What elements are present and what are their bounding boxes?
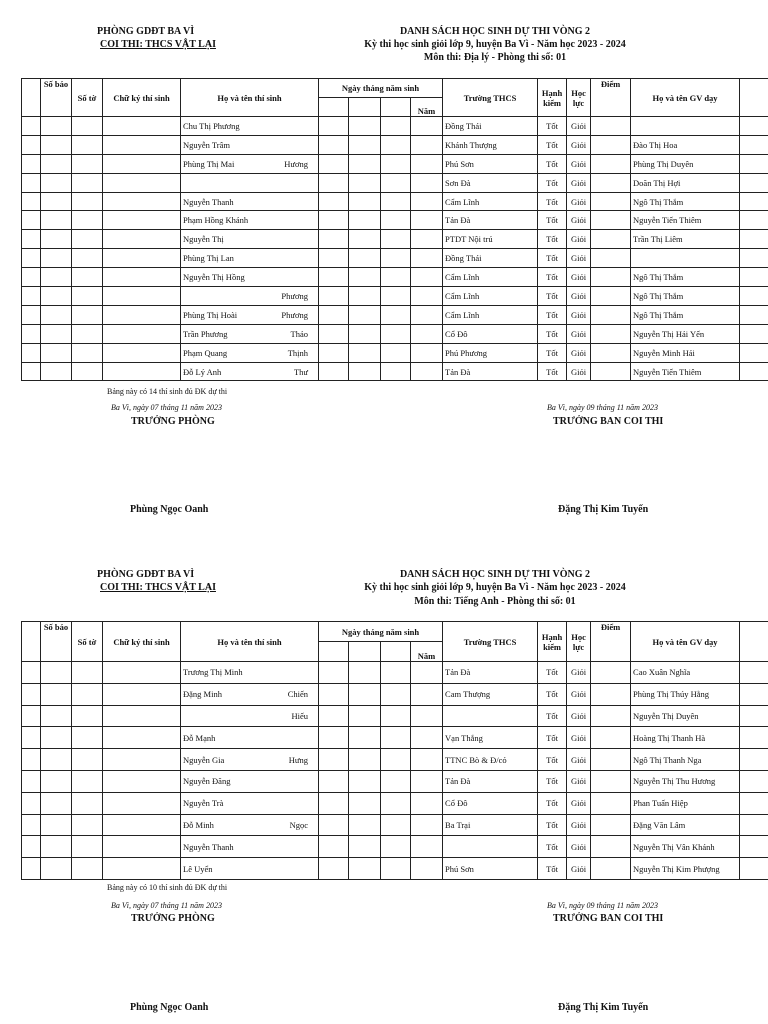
student-surname: Đặng Minh	[183, 689, 222, 700]
cell-conduct: Tốt	[538, 362, 567, 381]
exam-subtitle: Kỳ thi học sinh giỏi lớp 9, huyện Ba Vì - Năm học 2023 - 2024	[364, 582, 626, 593]
cell-sbd	[41, 770, 72, 792]
cell-blank-2	[381, 836, 411, 858]
cell-blank	[22, 705, 41, 727]
cell-year	[411, 705, 443, 727]
table-row	[22, 727, 768, 749]
cell-extra	[740, 683, 768, 705]
cell-school: Khánh Thượng	[443, 135, 538, 154]
cell-school: Cổ Đô	[443, 324, 538, 343]
cell-academic: Giỏi	[567, 173, 591, 192]
cell-blank	[22, 683, 41, 705]
exam-venue: COI THI: THCS VẬT LẠI	[100, 582, 216, 593]
cell-so-to	[72, 662, 103, 684]
cell-conduct: Tốt	[538, 305, 567, 324]
cell-conduct: Tốt	[538, 662, 567, 684]
role-right: TRƯỞNG BAN COI THI	[553, 913, 664, 924]
cell-conduct: Tốt	[538, 287, 567, 306]
cell-conduct: Tốt	[538, 211, 567, 230]
cell-fullname	[181, 858, 319, 880]
cell-sbd	[41, 836, 72, 858]
cell-signature	[103, 727, 181, 749]
cell-day	[319, 749, 349, 771]
student-given-name: Hiếu	[291, 710, 308, 721]
student-surname: Nguyễn Thị	[183, 234, 224, 245]
cell-blank-2	[381, 662, 411, 684]
cell-extra	[740, 705, 768, 727]
col-month	[349, 642, 381, 662]
cell-school: TTNC Bò & Đ/cỏ	[443, 749, 538, 771]
student-surname: Lê Uyển	[183, 863, 213, 874]
student-surname: Nguyễn Thanh	[183, 196, 234, 207]
cell-academic: Giỏi	[567, 749, 591, 771]
cell-month	[349, 836, 381, 858]
col-score: Điểm	[591, 79, 631, 117]
cell-month	[349, 705, 381, 727]
cell-school: Tản Đà	[443, 770, 538, 792]
cell-extra	[740, 836, 768, 858]
cell-teacher: Phùng Thị Thúy Hằng	[631, 683, 740, 705]
cell-school: Cẩm Lĩnh	[443, 305, 538, 324]
subject-room: Môn thi: Địa lý - Phòng thi số: 01	[423, 52, 567, 63]
cell-teacher: Hoàng Thị Thanh Hà	[631, 727, 740, 749]
cell-school: Cẩm Lĩnh	[443, 287, 538, 306]
cell-sbd	[41, 858, 72, 880]
cell-conduct: Tốt	[538, 249, 567, 268]
cell-month	[349, 792, 381, 814]
cell-score	[591, 727, 631, 749]
cell-conduct: Tốt	[538, 343, 567, 362]
cell-month	[349, 749, 381, 771]
cell-conduct: Tốt	[538, 814, 567, 836]
cell-score	[591, 749, 631, 771]
cell-extra	[740, 662, 768, 684]
cell-academic: Giỏi	[567, 192, 591, 211]
subject-room: Môn thi: Tiếng Anh - Phòng thi số: 01	[414, 596, 576, 607]
cell-teacher: Nguyễn Thị Hải Yến	[631, 324, 740, 343]
cell-academic: Giỏi	[567, 154, 591, 173]
exam-subtitle: Kỳ thi học sinh giỏi lớp 9, huyện Ba Vì - Năm học 2023 - 2024	[364, 39, 626, 50]
col-dob: Ngày tháng năm sinh	[319, 622, 443, 642]
cell-signature	[103, 705, 181, 727]
cell-day	[319, 770, 349, 792]
cell-teacher: Ngô Thị Thắm	[631, 287, 740, 306]
col-dob: Ngày tháng năm sinh	[319, 79, 443, 98]
cell-signature	[103, 792, 181, 814]
cell-blank-2	[381, 814, 411, 836]
cell-blank-2	[381, 683, 411, 705]
col-fullname: Họ và tên thí sinh	[181, 79, 319, 117]
col-day	[319, 642, 349, 662]
cell-academic: Giỏi	[567, 135, 591, 154]
cell-blank	[22, 770, 41, 792]
cell-academic: Giỏi	[567, 683, 591, 705]
cell-academic: Giỏi	[567, 268, 591, 287]
col-signature: Chữ ký thí sinh	[103, 79, 181, 117]
table-row	[22, 749, 768, 771]
cell-so-to	[72, 749, 103, 771]
date-left: Ba Vì, ngày 07 tháng 11 năm 2023	[111, 901, 222, 910]
student-surname: Đỗ Minh	[183, 819, 214, 830]
cell-teacher: Nguyễn Thị Duyên	[631, 705, 740, 727]
cell-day	[319, 836, 349, 858]
cell-extra	[740, 727, 768, 749]
cell-teacher: Nguyễn Tiến Thiêm	[631, 362, 740, 381]
cell-day	[319, 727, 349, 749]
cell-sbd	[41, 792, 72, 814]
cell-teacher: Đào Thị Hoa	[631, 135, 740, 154]
cell-blank-2	[381, 792, 411, 814]
cell-academic: Giỏi	[567, 230, 591, 249]
cell-year	[411, 662, 443, 684]
cell-conduct: Tốt	[538, 135, 567, 154]
student-surname: Đỗ Lý Anh	[183, 366, 222, 377]
student-surname: Chu Thị Phương	[183, 120, 240, 131]
cell-year	[411, 749, 443, 771]
cell-signature	[103, 683, 181, 705]
cell-fullname	[181, 727, 319, 749]
cell-blank	[22, 814, 41, 836]
student-surname: Trương Thị Minh	[183, 667, 243, 678]
cell-teacher: Đặng Văn Lâm	[631, 814, 740, 836]
cell-blank	[22, 858, 41, 880]
cell-blank	[22, 662, 41, 684]
cell-signature	[103, 770, 181, 792]
cell-day	[319, 662, 349, 684]
cell-blank	[22, 727, 41, 749]
cell-academic: Giỏi	[567, 662, 591, 684]
student-surname: Nguyễn Thanh	[183, 841, 234, 852]
cell-score	[591, 858, 631, 880]
cell-signature	[103, 858, 181, 880]
cell-extra	[740, 792, 768, 814]
cell-score	[591, 662, 631, 684]
col-year: Năm	[411, 98, 443, 117]
cell-conduct: Tốt	[538, 154, 567, 173]
cell-teacher: Trần Thị Liêm	[631, 230, 740, 249]
cell-fullname	[181, 770, 319, 792]
col-school: Trường THCS	[443, 622, 538, 662]
cell-year	[411, 770, 443, 792]
cell-teacher: Ngô Thị Thắm	[631, 305, 740, 324]
cell-so-to	[72, 727, 103, 749]
cell-so-to	[72, 858, 103, 880]
cell-day	[319, 683, 349, 705]
cell-signature	[103, 836, 181, 858]
role-right: TRƯỞNG BAN COI THI	[553, 416, 664, 427]
cell-blank-2	[381, 727, 411, 749]
cell-score	[591, 792, 631, 814]
cell-extra	[740, 858, 768, 880]
cell-extra	[740, 770, 768, 792]
table-body	[22, 662, 768, 880]
cell-fullname	[181, 705, 319, 727]
student-surname: Phạm Hồng Khánh	[183, 215, 249, 226]
cell-conduct: Tốt	[538, 117, 567, 136]
count-note: Bảng này có 14 thí sinh đủ ĐK dự thi	[107, 387, 228, 396]
cell-sbd	[41, 683, 72, 705]
cell-academic: Giỏi	[567, 362, 591, 381]
student-given-name: Chiến	[287, 689, 308, 700]
col-conduct: Hạnh kiểm	[538, 622, 567, 662]
cell-score	[591, 705, 631, 727]
cell-fullname	[181, 683, 319, 705]
cell-teacher: Nguyễn Thị Kim Phượng	[631, 858, 740, 880]
cell-month	[349, 770, 381, 792]
cell-sbd	[41, 727, 72, 749]
cell-teacher: Cao Xuân Nghĩa	[631, 662, 740, 684]
table-row	[22, 705, 768, 727]
cell-year	[411, 836, 443, 858]
cell-signature	[103, 662, 181, 684]
table-row	[22, 770, 768, 792]
col-academic: Học lực	[567, 79, 591, 117]
cell-conduct: Tốt	[538, 683, 567, 705]
role-left: TRƯỞNG PHÒNG	[131, 913, 215, 924]
cell-extra	[740, 749, 768, 771]
cell-conduct: Tốt	[538, 268, 567, 287]
cell-day	[319, 858, 349, 880]
cell-fullname	[181, 662, 319, 684]
cell-school: Vạn Thắng	[443, 727, 538, 749]
student-given-name: Hương	[284, 158, 308, 169]
cell-academic: Giỏi	[567, 249, 591, 268]
cell-school: Phú Phương	[443, 343, 538, 362]
cell-conduct: Tốt	[538, 230, 567, 249]
table-row	[22, 662, 768, 684]
dept-name: PHÒNG GDĐT BA VÌ	[97, 569, 195, 580]
cell-sbd	[41, 749, 72, 771]
cell-blank-2	[381, 749, 411, 771]
col-extra	[740, 622, 768, 662]
table-row	[22, 836, 768, 858]
cell-fullname	[181, 792, 319, 814]
student-surname: Phạm Quang	[183, 347, 228, 358]
cell-teacher: Phan Tuấn Hiệp	[631, 792, 740, 814]
cell-blank-2	[381, 705, 411, 727]
cell-conduct: Tốt	[538, 836, 567, 858]
student-table	[21, 621, 768, 880]
date-right: Ba Vì, ngày 09 tháng 11 năm 2023	[547, 403, 658, 412]
cell-so-to	[72, 683, 103, 705]
list-title: DANH SÁCH HỌC SINH DỰ THI VÒNG 2	[399, 569, 591, 580]
table-row	[22, 814, 768, 836]
list-title: DANH SÁCH HỌC SINH DỰ THI VÒNG 2	[399, 26, 591, 37]
cell-academic: Giỏi	[567, 117, 591, 136]
col-fullname: Họ và tên thí sinh	[181, 622, 319, 662]
cell-school: Tản Đà	[443, 362, 538, 381]
cell-month	[349, 814, 381, 836]
col-school: Trường THCS	[443, 79, 538, 117]
cell-so-to	[72, 705, 103, 727]
cell-school: Phú Sơn	[443, 858, 538, 880]
cell-day	[319, 792, 349, 814]
cell-academic: Giỏi	[567, 858, 591, 880]
student-surname: Nguyễn Gia	[183, 754, 225, 765]
student-given-name: Phương	[281, 290, 308, 301]
cell-teacher: Nguyễn Tiến Thiêm	[631, 211, 740, 230]
cell-blank	[22, 836, 41, 858]
cell-score	[591, 836, 631, 858]
cell-conduct: Tốt	[538, 173, 567, 192]
cell-year	[411, 727, 443, 749]
col-academic: Học lực	[567, 622, 591, 662]
cell-academic: Giỏi	[567, 792, 591, 814]
cell-year	[411, 683, 443, 705]
signature-left: Phùng Ngọc Oanh	[130, 1002, 209, 1013]
date-left: Ba Vì, ngày 07 tháng 11 năm 2023	[111, 403, 222, 412]
cell-month	[349, 727, 381, 749]
col-so-to: Số tờ	[72, 622, 103, 662]
cell-teacher: Doãn Thị Hợi	[631, 173, 740, 192]
cell-teacher: Ngô Thị Thắm	[631, 192, 740, 211]
cell-score	[591, 770, 631, 792]
cell-school	[443, 705, 538, 727]
cell-teacher: Phùng Thị Duyên	[631, 154, 740, 173]
signature-right: Đặng Thị Kim Tuyến	[558, 504, 649, 515]
cell-academic: Giỏi	[567, 705, 591, 727]
signature-right: Đặng Thị Kim Tuyến	[558, 1002, 649, 1013]
cell-blank	[22, 749, 41, 771]
student-surname: Nguyễn Đăng	[183, 776, 231, 787]
cell-sbd	[41, 814, 72, 836]
col-conduct: Hạnh kiểm	[538, 79, 567, 117]
student-given-name: Phương	[281, 309, 308, 320]
cell-month	[349, 662, 381, 684]
cell-academic: Giỏi	[567, 770, 591, 792]
cell-school: Đồng Thái	[443, 117, 538, 136]
cell-school: Cẩm Lĩnh	[443, 268, 538, 287]
col-score: Điểm	[591, 622, 631, 662]
col-teacher: Họ và tên GV dạy	[631, 622, 740, 662]
exam-venue: COI THI: THCS VẬT LẠI	[100, 39, 216, 50]
cell-day	[319, 814, 349, 836]
cell-day	[319, 705, 349, 727]
cell-fullname	[181, 749, 319, 771]
student-surname: Phùng Thị Lan	[183, 253, 234, 264]
cell-school: Cam Thượng	[443, 683, 538, 705]
col-year: Năm	[411, 642, 443, 662]
col-signature: Chữ ký thí sinh	[103, 622, 181, 662]
cell-academic: Giỏi	[567, 727, 591, 749]
cell-score	[591, 814, 631, 836]
student-surname: Phùng Thị Mai	[183, 158, 235, 169]
cell-conduct: Tốt	[538, 792, 567, 814]
student-surname: Nguyễn Trà	[183, 798, 224, 809]
table-row	[22, 683, 768, 705]
student-given-name: Hưng	[288, 754, 308, 765]
student-surname: Nguyễn Thị Hồng	[183, 272, 245, 283]
cell-school: Cẩm Lĩnh	[443, 192, 538, 211]
cell-school: PTDT Nội trú	[443, 230, 538, 249]
cell-so-to	[72, 770, 103, 792]
cell-teacher: Ngô Thị Thắm	[631, 268, 740, 287]
cell-school: Đồng Thái	[443, 249, 538, 268]
cell-school	[443, 836, 538, 858]
cell-signature	[103, 814, 181, 836]
cell-teacher: Nguyễn Thị Vân Khánh	[631, 836, 740, 858]
cell-sbd	[41, 662, 72, 684]
col-blank-2	[381, 642, 411, 662]
col-teacher: Họ và tên GV dạy	[631, 79, 740, 117]
cell-year	[411, 814, 443, 836]
cell-month	[349, 858, 381, 880]
cell-signature	[103, 749, 181, 771]
date-right: Ba Vì, ngày 09 tháng 11 năm 2023	[547, 901, 658, 910]
cell-academic: Giỏi	[567, 814, 591, 836]
cell-teacher: Ngô Thị Thanh Nga	[631, 749, 740, 771]
cell-blank	[22, 792, 41, 814]
cell-so-to	[72, 814, 103, 836]
cell-extra	[740, 814, 768, 836]
student-surname: Nguyễn Trâm	[183, 139, 230, 150]
cell-school: Tản Đà	[443, 662, 538, 684]
col-sbd: Số báo	[41, 622, 72, 662]
role-left: TRƯỞNG PHÒNG	[131, 416, 215, 427]
cell-school: Sơn Đà	[443, 173, 538, 192]
col-sbd: Số báo	[41, 79, 72, 117]
cell-academic: Giỏi	[567, 836, 591, 858]
table-row	[22, 792, 768, 814]
cell-conduct: Tốt	[538, 770, 567, 792]
cell-so-to	[72, 836, 103, 858]
cell-academic: Giỏi	[567, 324, 591, 343]
cell-year	[411, 858, 443, 880]
col-so-to: Số tờ	[72, 79, 103, 117]
cell-sbd	[41, 705, 72, 727]
cell-fullname	[181, 814, 319, 836]
cell-conduct: Tốt	[538, 192, 567, 211]
cell-teacher: Nguyễn Thị Thu Hương	[631, 770, 740, 792]
table-header	[22, 622, 768, 662]
count-note: Bảng này có 10 thí sinh đủ ĐK dự thi	[107, 883, 228, 892]
cell-month	[349, 683, 381, 705]
cell-year	[411, 792, 443, 814]
cell-conduct: Tốt	[538, 705, 567, 727]
dept-name: PHÒNG GDĐT BA VÌ	[97, 26, 195, 37]
cell-school: Cổ Đô	[443, 792, 538, 814]
cell-academic: Giỏi	[567, 343, 591, 362]
student-surname: Phùng Thị Hoài	[183, 309, 238, 320]
cell-academic: Giỏi	[567, 287, 591, 306]
cell-score	[591, 683, 631, 705]
student-given-name: Thảo	[290, 328, 308, 339]
cell-blank-2	[381, 770, 411, 792]
cell-school: Ba Trại	[443, 814, 538, 836]
cell-conduct: Tốt	[538, 749, 567, 771]
student-surname: Đỗ Mạnh	[183, 732, 216, 743]
cell-conduct: Tốt	[538, 858, 567, 880]
student-surname: Trần Phương	[183, 328, 228, 339]
cell-so-to	[72, 792, 103, 814]
cell-academic: Giỏi	[567, 211, 591, 230]
student-given-name: Thư	[293, 366, 308, 377]
student-given-name: Thịnh	[287, 347, 308, 358]
col-blank	[22, 622, 41, 662]
cell-academic: Giỏi	[567, 305, 591, 324]
student-given-name: Ngọc	[289, 819, 308, 830]
cell-blank-2	[381, 858, 411, 880]
cell-conduct: Tốt	[538, 324, 567, 343]
cell-conduct: Tốt	[538, 727, 567, 749]
signature-left: Phùng Ngọc Oanh	[130, 504, 209, 515]
table-row	[22, 858, 768, 880]
cell-fullname	[181, 836, 319, 858]
cell-school: Tản Đà	[443, 211, 538, 230]
cell-school: Phú Sơn	[443, 154, 538, 173]
cell-teacher: Nguyễn Minh Hải	[631, 343, 740, 362]
